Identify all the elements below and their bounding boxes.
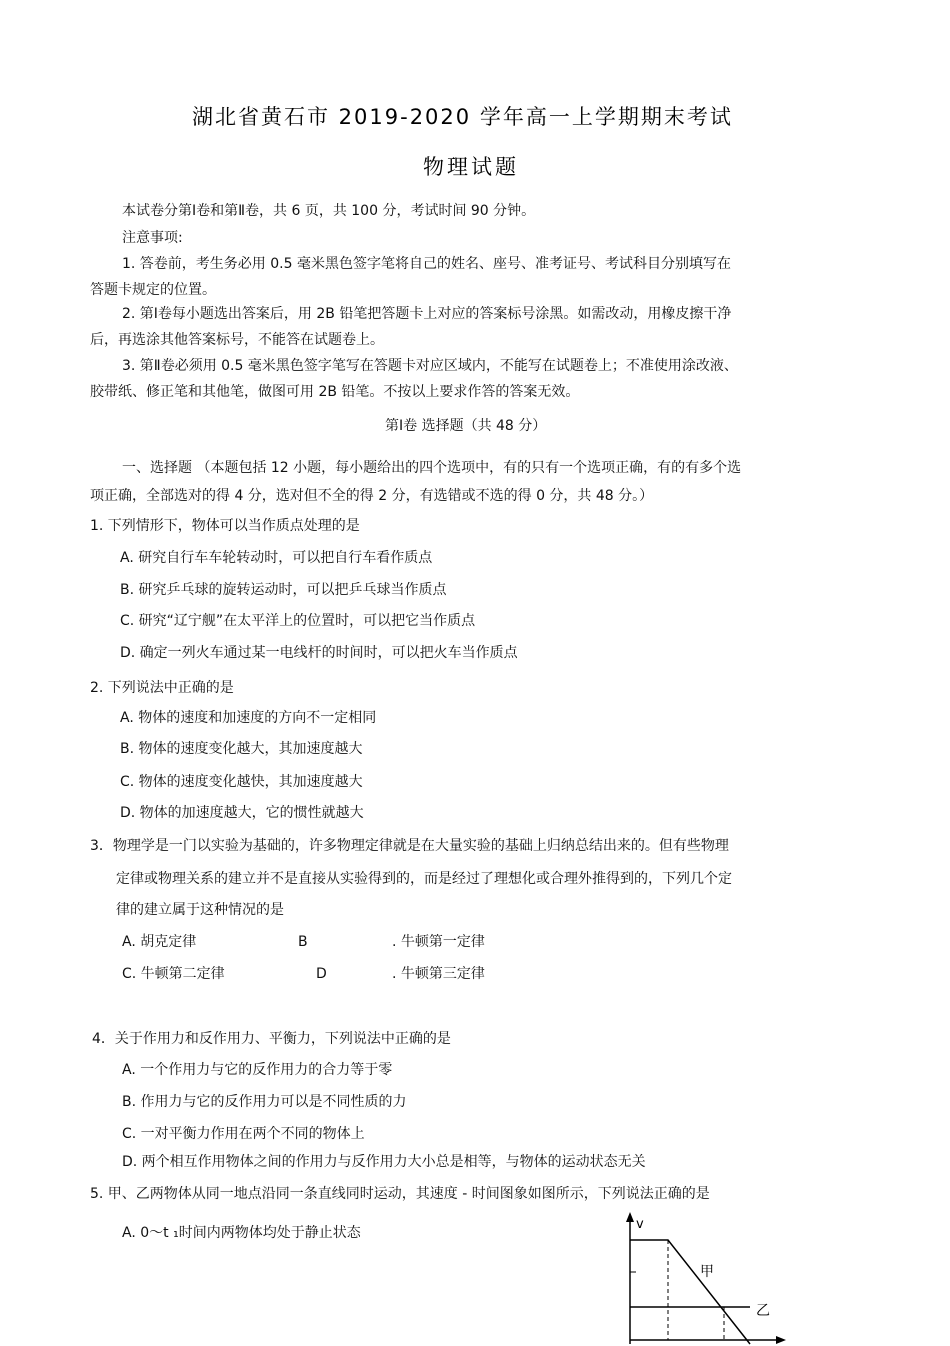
note-3-line-2: 胶带纸、修正笔和其他笔，做图可用 2B 铅笔。不按以上要求作答的答案无效。 — [90, 384, 580, 400]
question-2-stem: 2. 下列说法中正确的是 — [90, 680, 234, 696]
v-axis-arrow — [626, 1212, 634, 1222]
question-4-option-c: C. 一对平衡力作用在两个不同的物体上 — [122, 1126, 365, 1142]
question-5-option-a: A. 0～t ₁时间内两物体均处于静止状态 — [122, 1225, 361, 1241]
question-2-option-c: C. 物体的速度变化越快，其加速度越大 — [120, 774, 363, 790]
question-2-option-d: D. 物体的加速度越大，它的惯性就越大 — [120, 805, 364, 821]
section-instruction-line-2: 项正确，全部选对的得 4 分，选对但不全的得 2 分，有选错或不选的得 0 分，共 48 分。） — [90, 488, 654, 504]
question-3-option-c: C. 牛顿第二定律 — [122, 966, 225, 982]
question-5-stem: 5. 甲、乙两物体从同一地点沿同一条直线同时运动，其速度 - 时间图象如图所示，下列说法正确的是 — [90, 1186, 710, 1202]
question-3-option-b-letter: B — [298, 934, 308, 950]
question-3-option-d-text: . 牛顿第三定律 — [392, 966, 485, 982]
page-subtitle: 物理试题 — [423, 155, 519, 179]
question-1-option-c: C. 研究“辽宁舰”在太平洋上的位置时，可以把它当作质点 — [120, 613, 476, 629]
question-4-option-d: D. 两个相互作用物体之间的作用力与反作用力大小总是相等，与物体的运动状态无关 — [122, 1154, 646, 1170]
question-3-stem-line-3: 律的建立属于这种情况的是 — [116, 902, 284, 918]
v-axis-label: v — [636, 1217, 644, 1232]
question-4-option-b: B. 作用力与它的反作用力可以是不同性质的力 — [122, 1094, 407, 1110]
question-3-option-d-letter: D — [316, 966, 327, 982]
series-jia-line — [630, 1240, 750, 1344]
section-heading: 第Ⅰ卷 选择题（共 48 分） — [385, 418, 547, 434]
note-3-line-1: 3. 第Ⅱ卷必须用 0.5 毫米黑色签字笔写在答题卡对应区域内，不能写在试题卷上；不准使用涂改液、 — [122, 358, 738, 374]
page-title: 湖北省黄石市 2019-2020 学年高一上学期期末考试 — [192, 105, 733, 129]
note-1-line-1: 1. 答卷前，考生务必用 0.5 毫米黑色签字笔将自己的姓名、座号、准考证号、考试科目分别填写在 — [122, 256, 731, 272]
intro-line: 本试卷分第Ⅰ卷和第Ⅱ卷，共 6 页，共 100 分，考试时间 90 分钟。 — [122, 203, 536, 219]
question-4-stem: 4．关于作用力和反作用力、平衡力，下列说法中正确的是 — [92, 1031, 451, 1047]
series-yi-label: 乙 — [756, 1303, 770, 1319]
note-2-line-1: 2. 第Ⅰ卷每小题选出答案后，用 2B 铅笔把答题卡上对应的答案标号涂黑。如需改动，用橡皮擦干净 — [122, 306, 732, 322]
question-3-stem-line-1: 3．物理学是一门以实验为基础的，许多物理定律就是在大量实验的基础上归纳总结出来的。但有些物理 — [90, 838, 729, 854]
t-axis-arrow — [776, 1336, 786, 1344]
question-4-option-a: A. 一个作用力与它的反作用力的合力等于零 — [122, 1062, 393, 1078]
question-2-option-a: A. 物体的速度和加速度的方向不一定相同 — [120, 710, 377, 726]
question-1-option-b: B. 研究乒乓球的旋转运动时，可以把乒乓球当作质点 — [120, 582, 447, 598]
question-3-stem-line-2: 定律或物理关系的建立并不是直接从实验得到的，而是经过了理想化或合理外推得到的，下列几个定 — [116, 871, 732, 887]
question-3-option-b-text: . 牛顿第一定律 — [392, 934, 485, 950]
question-3-option-a: A. 胡克定律 — [122, 934, 197, 950]
velocity-time-graph — [600, 1208, 800, 1346]
question-1-option-a: A. 研究自行车车轮转动时，可以把自行车看作质点 — [120, 550, 433, 566]
notice-heading: 注意事项: — [122, 230, 183, 246]
question-2-option-b: B. 物体的速度变化越大，其加速度越大 — [120, 741, 363, 757]
question-1-option-d: D. 确定一列火车通过某一电线杆的时间时，可以把火车当作质点 — [120, 645, 518, 661]
series-jia-label: 甲 — [700, 1264, 714, 1280]
section-instruction-line-1: 一、选择题 （本题包括 12 小题，每小题给出的四个选项中，有的只有一个选项正确，有的有多个选 — [122, 460, 742, 476]
note-2-line-2: 后，再选涂其他答案标号，不能答在试题卷上。 — [90, 332, 384, 348]
question-1-stem: 1. 下列情形下，物体可以当作质点处理的是 — [90, 518, 360, 534]
note-1-line-2: 答题卡规定的位置。 — [90, 282, 216, 298]
